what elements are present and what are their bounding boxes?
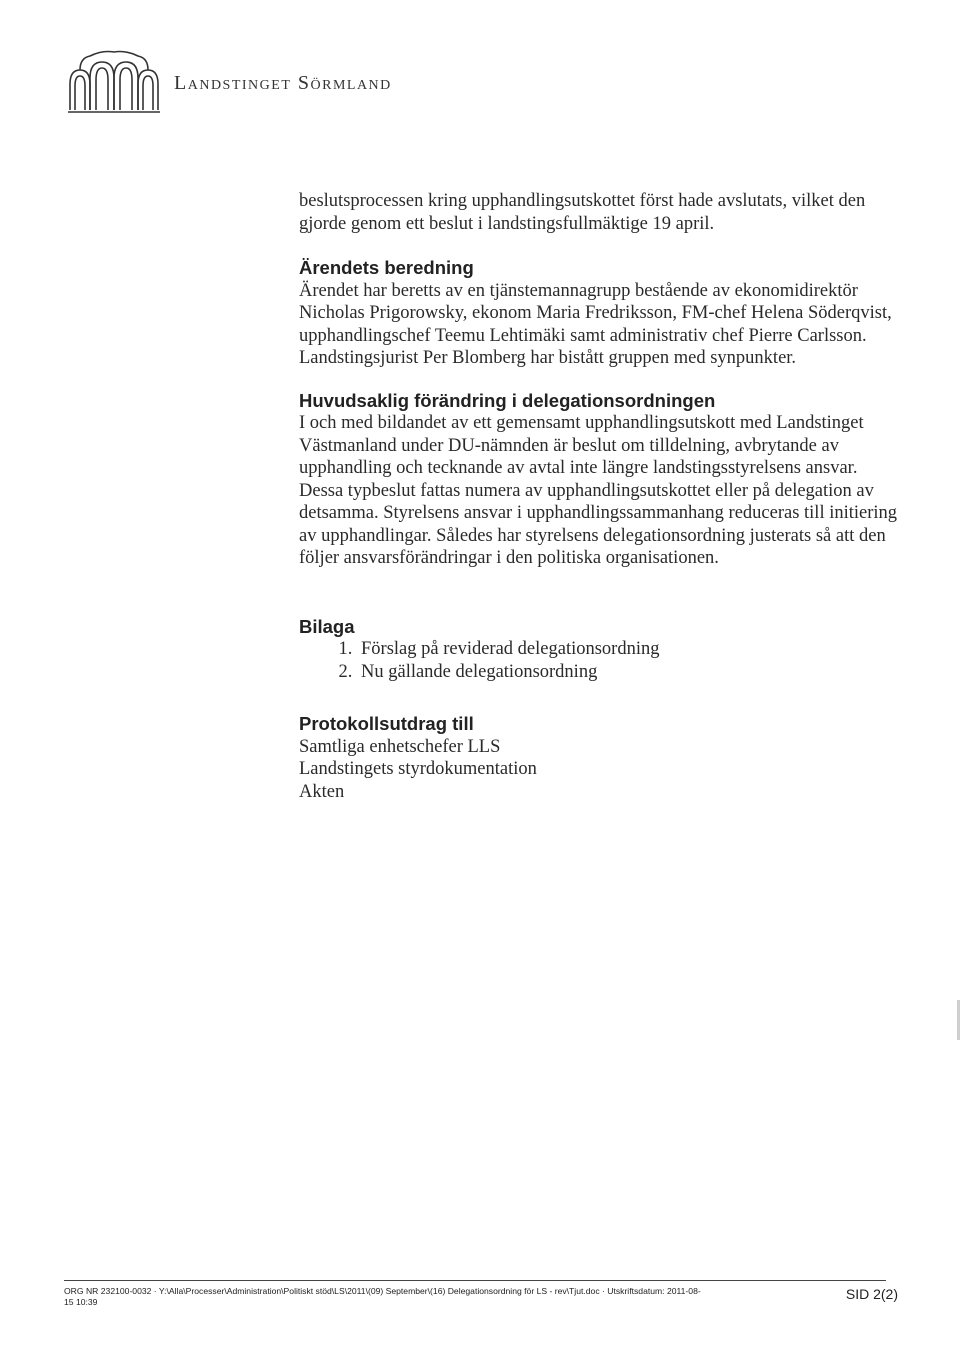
recipient-item: Samtliga enhetschefer LLS	[299, 736, 501, 757]
document-body	[299, 190, 899, 803]
attachment-list	[299, 638, 899, 683]
recipient-item: Landstingets styrdokumentation	[299, 759, 537, 779]
attachment-item: 2. Nu gällande delegationsordning	[357, 661, 899, 684]
section-heading-beredning: Ärendets beredning	[299, 257, 474, 278]
crown-logo-icon	[66, 48, 162, 118]
page-number: SID 2(2)	[845, 1286, 898, 1302]
section-heading-bilaga: Bilaga	[299, 615, 355, 637]
intro-paragraph: beslutsprocessen kring upphandlingsutskottet först hade avslutats, vilket den gjorde genom ett beslut i landstingsfullmäktige 19 april.	[299, 191, 866, 234]
recipient-item: Akten	[299, 781, 345, 802]
section-text-beredning: Ärendet har beretts av en tjänstemannagrupp bestående av ekonomidirektör Nicholas Prigorowsky, ekonom Maria Fredriksson, FM-chef Helena Söderqvist, upphandlingschef Teemu Lehtimäki samt administrativ chef Pierre Carlsson. Landstingsjurist Per Blomberg har bistått gruppen med synpunkter.	[299, 280, 892, 368]
footer-divider	[64, 1280, 886, 1281]
section-text-forandring: I och med bildandet av ett gemensamt upphandlingsutskott med Landstinget Västmanland under DU-nämnden är beslut om tilldelning, avbrytande av upphandling och tecknande av avtal inte längre landstingsstyrelsens ansvar. Dessa typbeslut fattas numera av upphandlingsutskottet eller på delegation av detsamma. Styrelsens ansvar i upphandlingssammanhang reduceras till initiering av upphandlingar. Således har styrelsens delegationsordning justerats så att den följer ansvarsförändringar i den politiska organisationen.	[299, 413, 898, 568]
organization-name: Landstinget Sörmland	[174, 71, 392, 94]
footer-document-info: ORG NR 232100-0032 · Y:\Alla\Processer\Administration\Politiskt stöd\LS\2011\(09) September\(16) Delegationsordning för LS - rev\Tjut.doc · Utskriftsdatum: 2011-08-15 10:39	[64, 1286, 701, 1307]
page-header	[66, 48, 392, 118]
section-heading-protokoll: Protokollsutdrag till	[299, 713, 474, 734]
attachment-item: 1. Förslag på reviderad delegationsordning	[357, 638, 899, 661]
section-heading-forandring: Huvudsaklig förändring i delegationsordningen	[299, 389, 716, 411]
